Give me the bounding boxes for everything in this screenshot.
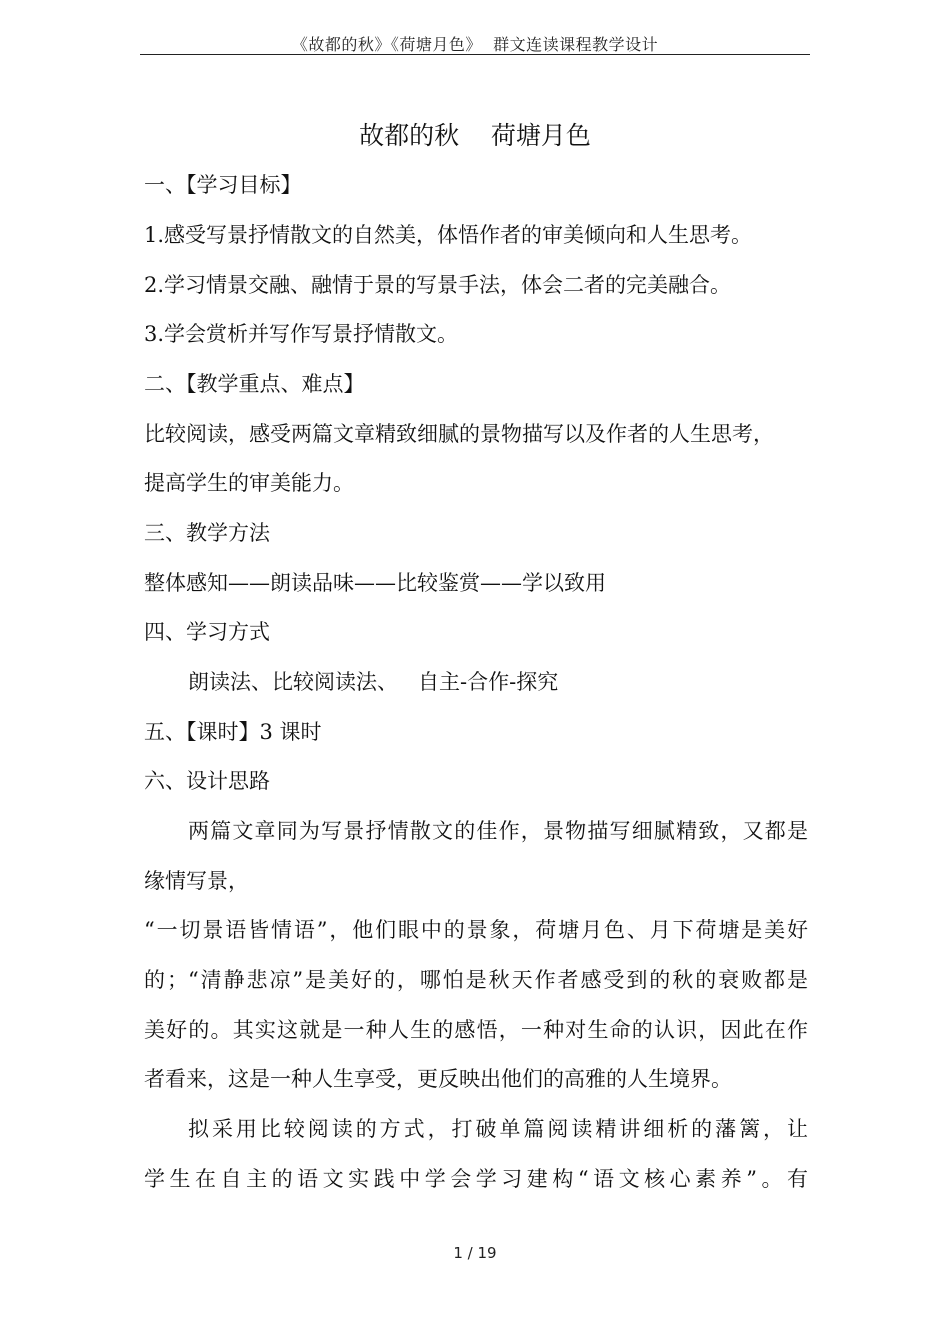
design-paragraph-line: 缘情写景， — [144, 869, 249, 893]
section-heading-key-points: 二、【教学重点、难点】 — [144, 372, 365, 396]
study-text: 朗读法、比较阅读法、 自主-合作-探究 — [188, 670, 559, 694]
methods-text: 整体感知——朗读品味——比较鉴赏——学以致用 — [144, 571, 606, 595]
key-points-text-line-1: 比较阅读，感受两篇文章精致细腻的景物描写以及作者的人生思考， — [144, 422, 774, 446]
design-paragraph-line: 者看来，这是一种人生享受，更反映出他们的高雅的人生境界。 — [144, 1067, 732, 1091]
page-number: 1 / 19 — [453, 1244, 497, 1262]
design-paragraph-line: 的；“清静悲凉”是美好的，哪怕是秋天作者感受到的秋的衰败都是 — [144, 968, 808, 992]
section-heading-goals: 一、【学习目标】 — [144, 173, 302, 197]
section-heading-hours: 五、【课时】3 课时 — [144, 720, 322, 744]
document-title: 故都的秋 荷塘月色 — [359, 121, 591, 150]
design-paragraph-line: “一切景语皆情语”，他们眼中的景象，荷塘月色、月下荷塘是美好 — [144, 918, 808, 942]
goal-item-3: 3.学会赏析并写作写景抒情散文。 — [144, 322, 459, 346]
header-rule — [140, 54, 810, 55]
design-paragraph-line: 美好的。其实这就是一种人生的感悟，一种对生命的认识，因此在作 — [144, 1018, 808, 1042]
key-points-text-line-2: 提高学生的审美能力。 — [144, 471, 354, 495]
section-heading-design: 六、设计思路 — [144, 769, 270, 793]
section-heading-study: 四、学习方式 — [144, 620, 270, 644]
design-paragraph-line: 两篇文章同为写景抒情散文的佳作，景物描写细腻精致，又都是 — [188, 819, 808, 843]
section-heading-methods: 三、教学方法 — [144, 521, 270, 545]
header-title: 《故都的秋》《荷塘月色》 群文连读课程教学设计 — [291, 35, 659, 54]
goal-item-1: 1.感受写景抒情散文的自然美，体悟作者的审美倾向和人生思考。 — [144, 223, 753, 247]
design-paragraph-line: 拟采用比较阅读的方式，打破单篇阅读精讲细析的藩篱，让 — [188, 1117, 808, 1141]
design-paragraph-line: 学生在自主的语文实践中学会学习建构“语文核心素养”。有 — [144, 1167, 808, 1191]
goal-item-2: 2.学习情景交融、融情于景的写景手法，体会二者的完美融合。 — [144, 273, 732, 297]
